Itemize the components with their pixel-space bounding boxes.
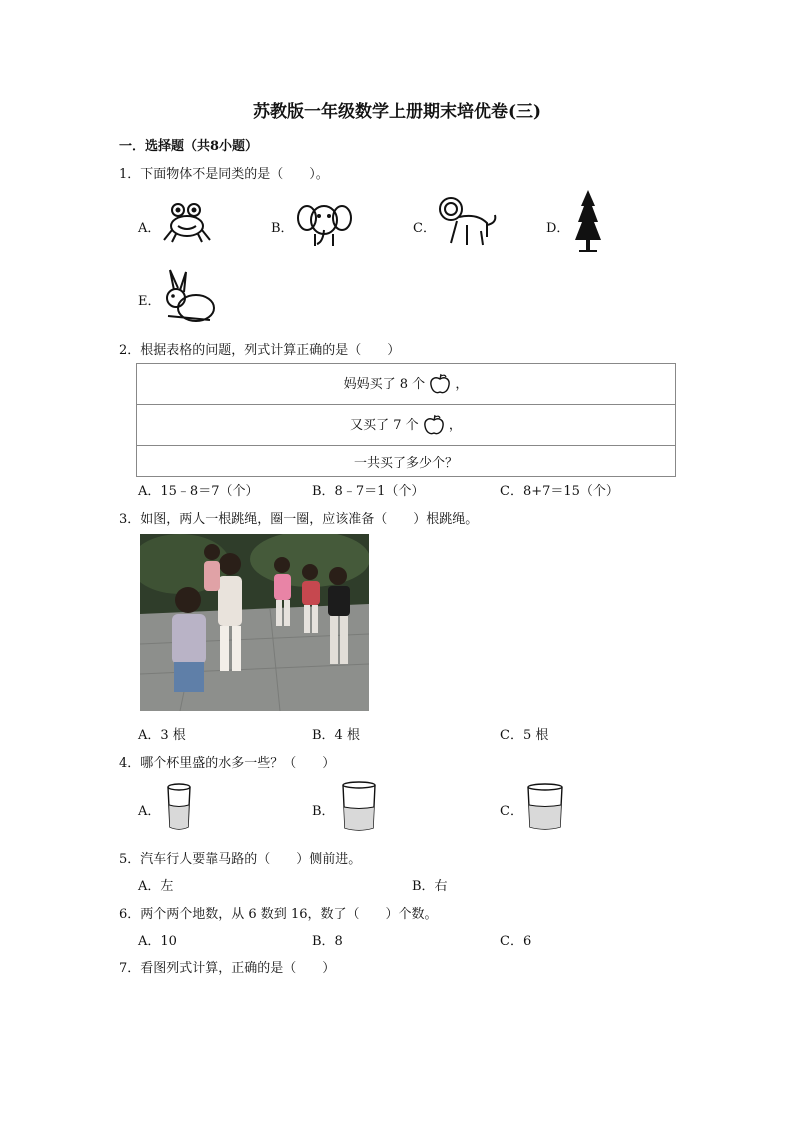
row-1-text: 妈妈买了 8 个 [343,376,426,392]
q4-option-a-label: A． [138,804,161,819]
q3-option-c: C．5 根 [500,728,549,743]
q2-option-c: C．8+7＝15（个） [500,484,619,499]
q6-option-c: C．6 [500,934,532,949]
question-2-stem: 2．根据表格的问题，列式计算正确的是（ ） [119,343,401,358]
q4-option-c-label: C． [500,804,523,819]
q3-option-a: A．3 根 [138,728,186,743]
q2-option-a: A．15﹣8＝7（个） [138,484,259,499]
cup-icon [341,781,377,833]
question-3-stem: 3．如图，两人一根跳绳，圈一圈，应该准备（ ）根跳绳。 [119,512,479,527]
tree-icon [573,188,603,256]
children-jumping-photo [140,534,369,711]
q5-option-a: A．左 [138,879,174,894]
q6-option-a: A．10 [138,934,177,949]
question-5-stem: 5．汽车行人要靠马路的（ ）侧前进。 [119,852,362,867]
q1-option-b-label: B． [271,221,294,236]
q6-option-b: B．8 [312,934,343,949]
q2-option-b: B．8﹣7＝1（个） [312,484,425,499]
elephant-icon [297,200,352,248]
q1-option-a-label: A． [138,221,161,236]
table-row [137,364,676,405]
photo-illustration [140,534,369,711]
row-2-text: 又买了 7 个 [350,417,419,433]
row-1-punct: ， [455,376,469,392]
table-row [137,446,676,477]
frog-icon [162,200,212,244]
apple-icon [423,414,445,436]
table-row [137,405,676,446]
lion-icon [437,195,499,250]
section-heading: 一．选择题（共8小题） [119,139,259,154]
q4-option-b-label: B． [312,804,335,819]
question-1-stem: 1．下面物体不是同类的是（ ）。 [119,167,329,182]
question-6-stem: 6．两个两个地数，从 6 数到 16，数了（ ）个数。 [119,907,438,922]
page-title: 苏教版一年级数学上册期末培优卷(三) [252,102,542,122]
question-2-table [136,363,676,477]
row-3-text: 一共买了多少个？ [353,455,458,471]
q1-option-e-label: E． [138,294,161,309]
question-7-stem: 7．看图列式计算，正确的是（ ） [119,961,336,976]
apple-icon [429,373,451,395]
rabbit-icon [160,268,218,326]
q3-option-b: B．4 根 [312,728,360,743]
cup-icon [166,783,192,831]
cup-icon [526,783,564,831]
q1-option-d-label: D． [546,221,570,236]
q5-option-b: B．右 [412,879,448,894]
question-4-stem: 4．哪个杯里盛的水多一些？（ ） [119,756,336,771]
row-2-punct: ， [448,417,462,433]
q1-option-c-label: C． [413,221,436,236]
